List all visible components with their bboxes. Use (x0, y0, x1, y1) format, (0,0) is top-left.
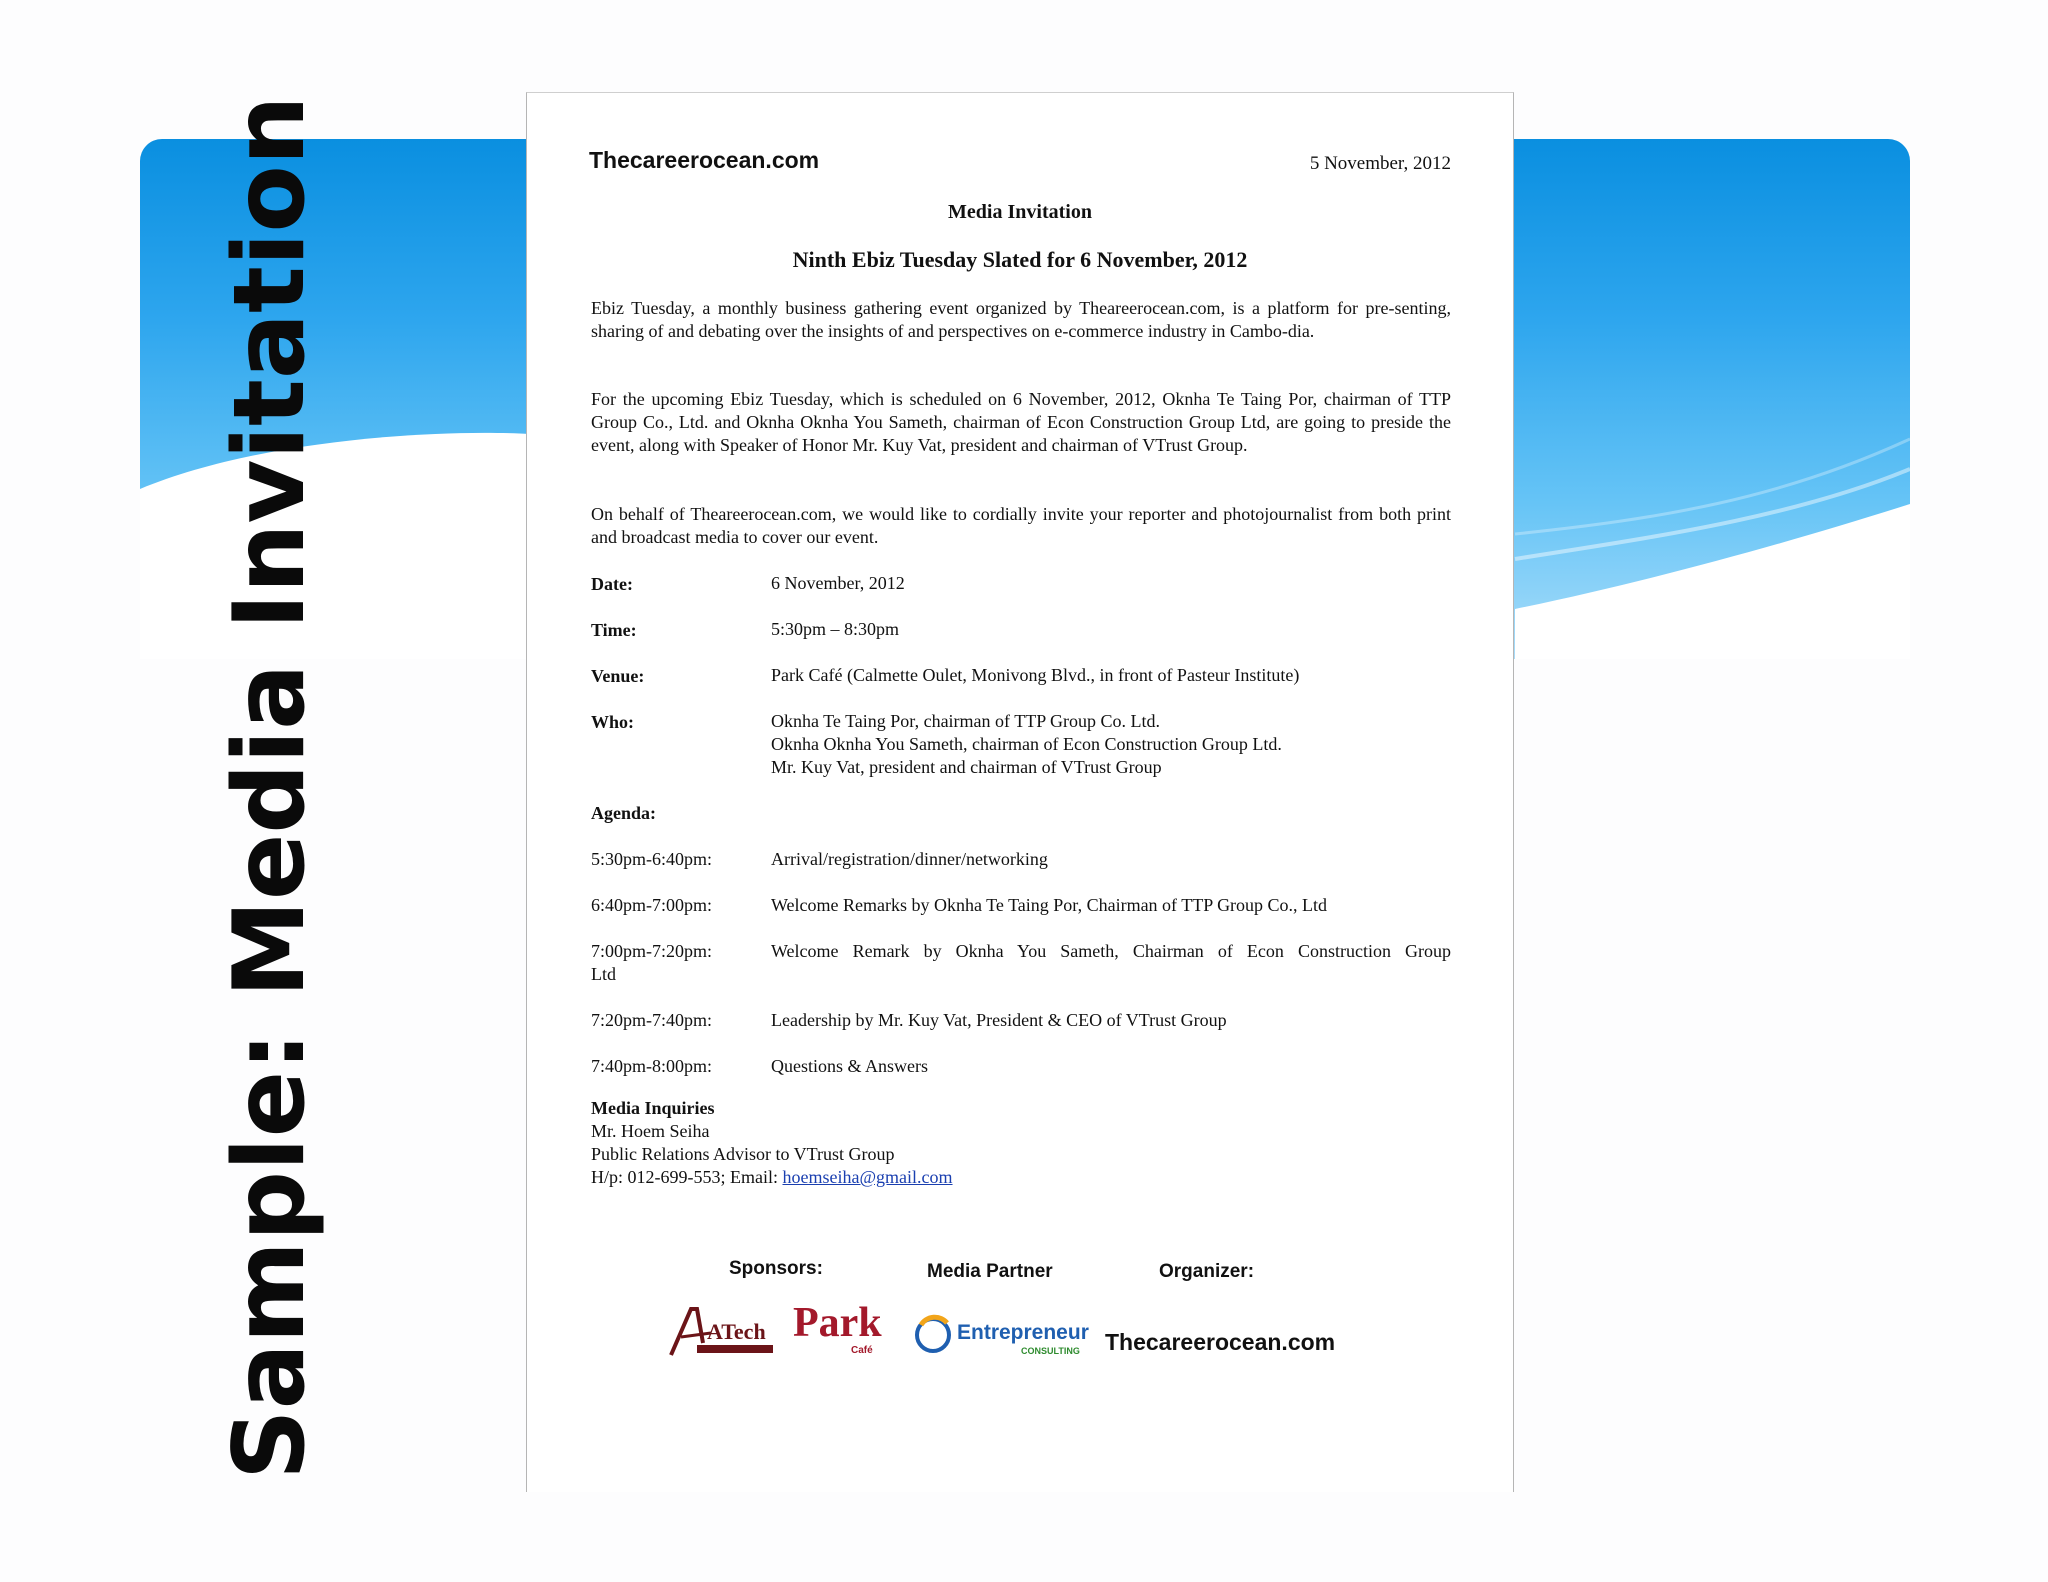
contact-name: Mr. Hoem Seiha (591, 1121, 710, 1141)
date-value: 6 November, 2012 (771, 573, 905, 593)
entrepreneur-logo-mark (911, 1311, 955, 1355)
email-link[interactable]: hoemseiha@gmail.com (782, 1167, 953, 1187)
agenda-label: Agenda: (591, 803, 657, 823)
agenda-item: Questions & Answers (771, 1056, 928, 1076)
contact-line (591, 1166, 953, 1189)
entrepreneur-logo-sub: CONSULTING (1021, 1346, 1080, 1356)
time-label: Time: (591, 620, 637, 640)
who-list (771, 710, 1282, 779)
invite-paragraph: On behalf of Theareerocean.com, we would like to cordially invite your reporter and photojournalist from both print and broadcast media to cover our event. (591, 504, 1451, 547)
sponsors-label: Sponsors: (729, 1258, 823, 1279)
park-logo-text: Park (793, 1300, 882, 1346)
agenda-time-continued: Ltd (591, 964, 616, 984)
atech-logo-text: ATech (707, 1319, 766, 1344)
document-heading: Media Invitation (948, 201, 1092, 223)
invitation-document (526, 92, 1514, 1492)
document-date: 5 November, 2012 (1309, 153, 1451, 174)
park-cafe-logo (793, 1299, 889, 1361)
slide-title: Sample: Media Invitation (213, 95, 327, 1480)
contact-phone: H/p: 012-699-553; Email: (591, 1167, 783, 1187)
intro-paragraph: Ebiz Tuesday, a monthly business gathering event organized by Theareerocean.com, is a platform for pre-senting, sharing of and debating over the insights of and perspectives on e-commerce industry in Cambo-dia. (591, 298, 1451, 341)
document-subheading: Ninth Ebiz Tuesday Slated for 6 November, 2012 (792, 247, 1248, 272)
who-item: Mr. Kuy Vat, president and chairman of VTrust Group (771, 757, 1162, 777)
event-paragraph: For the upcoming Ebiz Tuesday, which is scheduled on 6 November, 2012, Oknha Te Taing Por, chairman of TTP Group Co., Ltd. and Oknha Oknha You Sameth, chairman of Econ Construction Group Ltd, are going to preside the event, along with Speaker of Honor Mr. Kuy Vat, president and chairman of VTrust Group. (591, 389, 1451, 455)
agenda-item: Leadership by Mr. Kuy Vat, President & CEO of VTrust Group (771, 1010, 1227, 1030)
who-item: Oknha Oknha You Sameth, chairman of Econ Construction Group Ltd. (771, 734, 1282, 754)
agenda-item: Welcome Remarks by Oknha Te Taing Por, Chairman of TTP Group Co., Ltd (771, 895, 1328, 915)
date-label: Date: (591, 574, 633, 594)
agenda-time: 7:40pm-8:00pm: (591, 1056, 712, 1076)
park-logo-sub: Café (851, 1345, 873, 1356)
media-partner-label: Media Partner (927, 1261, 1053, 1282)
entrepreneur-logo-text: Entrepreneur (957, 1321, 1089, 1344)
inquiries-title: Media Inquiries (591, 1098, 715, 1118)
agenda-time: 7:00pm-7:20pm: (591, 941, 712, 961)
agenda-item: Welcome Remark by Oknha You Sameth, Chairman of Econ Construction Group (771, 941, 1451, 961)
atech-logo (667, 1303, 777, 1359)
venue-value: Park Café (Calmette Oulet, Monivong Blvd., in front of Pasteur Institute) (771, 665, 1300, 685)
site-name: Thecareerocean.com (589, 147, 820, 173)
entrepreneur-logo (911, 1311, 1089, 1361)
who-item: Oknha Te Taing Por, chairman of TTP Group Co. Ltd. (771, 711, 1161, 731)
organizer-logo: Thecareerocean.com (1105, 1329, 1336, 1355)
agenda-time: 6:40pm-7:00pm: (591, 895, 712, 915)
contact-role: Public Relations Advisor to VTrust Group (591, 1144, 895, 1164)
agenda-time: 7:20pm-7:40pm: (591, 1010, 712, 1030)
who-label: Who: (591, 712, 635, 732)
agenda-item: Arrival/registration/dinner/networking (771, 849, 1048, 869)
organizer-label: Organizer: (1159, 1261, 1255, 1282)
venue-label: Venue: (591, 666, 645, 686)
media-inquiries (591, 1097, 953, 1189)
agenda-time: 5:30pm-6:40pm: (591, 849, 712, 869)
time-value: 5:30pm – 8:30pm (771, 619, 900, 639)
